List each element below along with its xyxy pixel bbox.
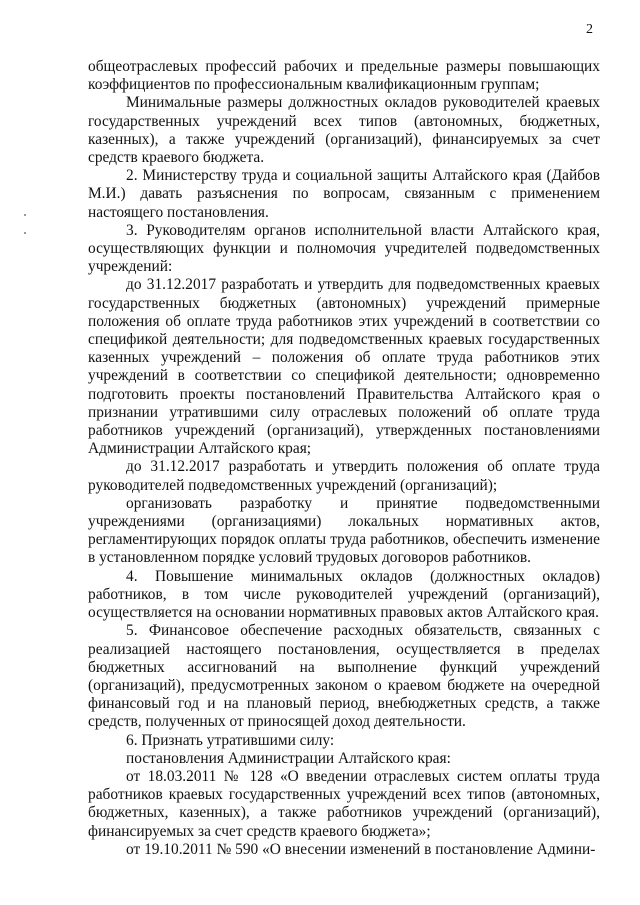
margin-mark bbox=[24, 232, 26, 234]
paragraph: 3. Руководителям органов исполнительной власти Алтайского края, осуществляющих функции и полномочия учредителей подведомственных учреждений: bbox=[88, 221, 600, 276]
paragraph: 6. Признать утратившими силу: bbox=[126, 731, 335, 749]
paragraph: 4. Повышение минимальных окладов (должностных окладов) работников, в том числе руководителей учреждений (организаций), осуществляется на основании нормативных правовых актов Алтайского края. bbox=[88, 567, 600, 622]
page-number: 2 bbox=[586, 22, 593, 37]
paragraph: до 31.12.2017 разработать и утвердить положения об оплате труда руководителей подведомственных учреждений (организаций); bbox=[88, 458, 600, 494]
document-body bbox=[88, 58, 600, 859]
margin-mark bbox=[24, 214, 26, 216]
paragraph: постановления Администрации Алтайского края: bbox=[126, 749, 451, 767]
paragraph: организовать разработку и принятие подведомственными учреждениями (организациями) локальных нормативных актов, регламентирующих порядок оплаты труда работников, обеспечить изменение в установленном порядке условий трудовых договоров работников. bbox=[88, 494, 600, 567]
paragraph: общеотраслевых профессий рабочих и предельные размеры повышающих коэффициентов по профессиональным квалификационным группам; bbox=[88, 58, 600, 94]
paragraph: от 18.03.2011 № 128 «О введении отраслевых систем оплаты труда работников краевых государственных учреждений всех типов (автономных, бюджетных, казенных), а также работников учреждений (организаций), финансируемых за счет средств краевого бюджета»; bbox=[88, 767, 600, 840]
paragraph: до 31.12.2017 разработать и утвердить для подведомственных краевых государственных бюджетных (автономных) учреждений примерные положения об оплате труда работников этих учреждений в соответствии со спецификой деятельности; для подведомственных краевых государственных казенных учреждений – положения об оплате труда работников этих учреждений в соответствии со спецификой деятельности; одновременно подготовить проекты постановлений Правительства Алтайского края о признании утратившими силу отраслевых положений об оплате труда работников учреждений (организаций), утвержденных постановлениями Администрации Алтайского края; bbox=[88, 276, 600, 458]
paragraph: Минимальные размеры должностных окладов руководителей краевых государственных учреждений всех типов (автономных, бюджетных, казенных), а также учреждений (организаций), финансируемых за счет средств краевого бюджета. bbox=[88, 94, 600, 167]
paragraph: 5. Финансовое обеспечение расходных обязательств, связанных с реализацией настоящего постановления, осуществляется в пределах бюджетных ассигнований на выполнение функций учреждений (организаций), предусмотренных законом о краевом бюджете на очередной финансовый год и на плановый период, внебюджетных средств, а также средств, полученных от приносящей доход деятельности. bbox=[88, 622, 600, 731]
paragraph: от 19.10.2011 № 590 «О внесении изменений в постановление Админи- bbox=[126, 840, 596, 858]
paragraph: 2. Министерству труда и социальной защиты Алтайского края (Дайбов М.И.) давать разъяснения по вопросам, связанным с применением настоящего постановления. bbox=[88, 167, 600, 221]
